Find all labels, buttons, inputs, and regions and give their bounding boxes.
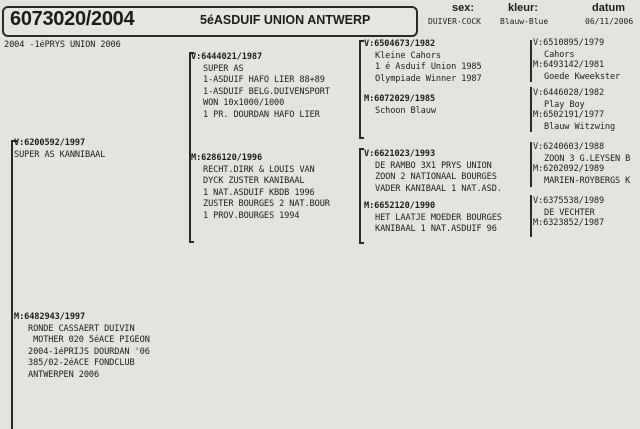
gen3-bracket-bottom	[359, 148, 361, 243]
g4b-ring: 6493142/1981	[543, 60, 605, 70]
ssd-ring: 6072029/1985	[374, 94, 436, 104]
gen4-bracket-1	[530, 40, 532, 82]
sss-ring: 6504673/1982	[374, 39, 436, 49]
sex-value: DUIVER-COCK	[428, 17, 481, 26]
sss-line-1: Kleine Cahors	[375, 50, 441, 61]
ssd-line-1: Schoon Blauw	[375, 105, 436, 116]
g4g-tag: V:	[533, 196, 544, 206]
gen4-c-entry	[533, 88, 604, 111]
dam-entry	[14, 312, 150, 382]
sex-label: sex:	[452, 2, 475, 14]
sdd-entry	[364, 201, 502, 236]
color-value: Blauw-Blue	[500, 17, 549, 26]
gen4-d-entry	[533, 110, 615, 133]
g4h-ring: 6323852/1987	[543, 218, 605, 228]
sire-line-1: SUPER AS KANNIBAAL	[14, 149, 106, 160]
gen4-b-entry	[533, 60, 620, 83]
sire-sire-entry	[191, 52, 330, 122]
g4d-line-1: Blauw Witzwing	[544, 121, 616, 132]
sire-dam-entry	[191, 153, 330, 223]
ss-line-3: 1-ASDUIF BELG.DUIVENSPORT	[203, 86, 330, 97]
g4a-line-1: Cahors	[544, 49, 575, 60]
dam-line-5: ANTWERPEN 2006	[28, 369, 100, 380]
sds-line-3: VADER KANIBAAL 1 NAT.ASD.	[375, 183, 502, 194]
pigeon-ring-number: 6073020/2004	[10, 8, 135, 30]
gen4-bracket-3	[530, 142, 532, 187]
g4h-tag: M:	[533, 218, 544, 228]
g4g-ring: 6375538/1989	[543, 196, 605, 206]
sire-ring: 6200592/1997	[24, 138, 86, 148]
sss-entry	[364, 39, 482, 85]
color-label: kleur:	[508, 2, 538, 14]
dam-line-3: 2004-1éPRIJS DOURDAN '06	[28, 346, 150, 357]
ss-tag: V:	[191, 52, 202, 62]
g4d-ring: 6502191/1977	[543, 110, 605, 120]
gen3-tick-b	[359, 137, 364, 139]
gen4-a-entry	[533, 38, 604, 61]
dam-line-4: 385/02-2éACE FONDCLUB	[28, 358, 135, 369]
gen3-bracket-top	[359, 40, 361, 138]
g4b-line-1: Goede Kweekster	[544, 71, 621, 82]
sd-line-2: DYCK ZUSTER KANIBAAL	[203, 176, 305, 187]
ss-ring: 6444021/1987	[201, 52, 263, 62]
dam-line-1: RONDE CASSAERT DUIVIN	[28, 323, 135, 334]
sire-tag: V:	[14, 138, 25, 148]
sss-tag: V:	[364, 39, 375, 49]
sss-line-2: 1 é Asduif Union 1985	[375, 62, 482, 73]
gen4-h-entry	[533, 218, 604, 230]
sire-entry	[14, 138, 105, 161]
gen3-tick-d	[359, 242, 364, 244]
sdd-line-2: KANIBAAL 1 NAT.ASDUIF 96	[375, 224, 497, 235]
gen4-e-entry	[533, 142, 630, 165]
g4b-tag: M:	[533, 60, 544, 70]
sd-tag: M:	[191, 153, 202, 163]
g4a-ring: 6510895/1979	[543, 38, 605, 48]
dam-tag: M:	[14, 312, 25, 322]
sds-line-1: DE RAMBO 3X1 PRYS UNION	[375, 160, 492, 171]
gen4-g-entry	[533, 196, 604, 219]
gen4-bracket-4	[530, 195, 532, 237]
dam-line-2: MOTHER 020 5éACE PIGEON	[28, 335, 150, 346]
sd-line-5: 1 PROV.BOURGES 1994	[203, 210, 300, 221]
sd-ring: 6286120/1996	[201, 153, 263, 163]
g4c-tag: V:	[533, 88, 544, 98]
pigeon-name: 5éASDUIF UNION ANTWERP	[200, 13, 371, 27]
sd-line-3: 1 NAT.ASDUIF KBDB 1996	[203, 187, 315, 198]
g4f-ring: 6202092/1989	[543, 164, 605, 174]
gen2-tick-bottom	[189, 241, 194, 243]
date-label: datum	[592, 2, 625, 14]
ss-line-4: WON 10x1000/1000	[203, 98, 285, 109]
dam-ring: 6482943/1997	[24, 312, 86, 322]
ssd-entry	[364, 94, 436, 117]
ss-line-2: 1-ASDUIF HAFO LIER 88+89	[203, 75, 325, 86]
g4c-ring: 6446028/1982	[543, 88, 605, 98]
sdd-ring: 6652120/1990	[374, 201, 436, 211]
ss-line-5: 1 PR. DOURDAN HAFO LIER	[203, 109, 320, 120]
g4e-line-1: ZOON 3 G.LEYSEN B	[544, 153, 631, 164]
sdd-tag: M:	[364, 201, 375, 211]
sd-line-4: ZUSTER BOURGES 2 NAT.BOUR	[203, 199, 330, 210]
sdd-line-1: HET LAATJE MOEDER BOURGES	[375, 212, 502, 223]
sds-entry	[364, 149, 502, 195]
g4e-ring: 6240603/1988	[543, 142, 605, 152]
g4a-tag: V:	[533, 38, 544, 48]
ssd-tag: M:	[364, 94, 375, 104]
gen4-bracket-2	[530, 87, 532, 132]
ss-line-1: SUPER AS	[203, 63, 244, 74]
gen1-bracket	[11, 140, 13, 429]
g4c-line-1: Play Boy	[544, 99, 585, 110]
pigeon-subtitle: 2004 -1éPRYS UNION 2006	[4, 40, 121, 50]
gen4-f-entry	[533, 164, 630, 187]
sd-line-1: RECHT.DIRK & LOUIS VAN	[203, 164, 315, 175]
sss-line-3: Olympiade Winner 1987	[375, 73, 482, 84]
sds-tag: V:	[364, 149, 375, 159]
g4f-tag: M:	[533, 164, 544, 174]
g4g-line-1: DE VECHTER	[544, 207, 595, 218]
sds-line-2: ZOON 2 NATIONAAL BOURGES	[375, 172, 497, 183]
g4f-line-1: MARIEN-ROYBERGS K	[544, 175, 631, 186]
g4d-tag: M:	[533, 110, 544, 120]
g4e-tag: V:	[533, 142, 544, 152]
date-value: 06/11/2006	[585, 17, 634, 26]
sds-ring: 6621023/1993	[374, 149, 436, 159]
